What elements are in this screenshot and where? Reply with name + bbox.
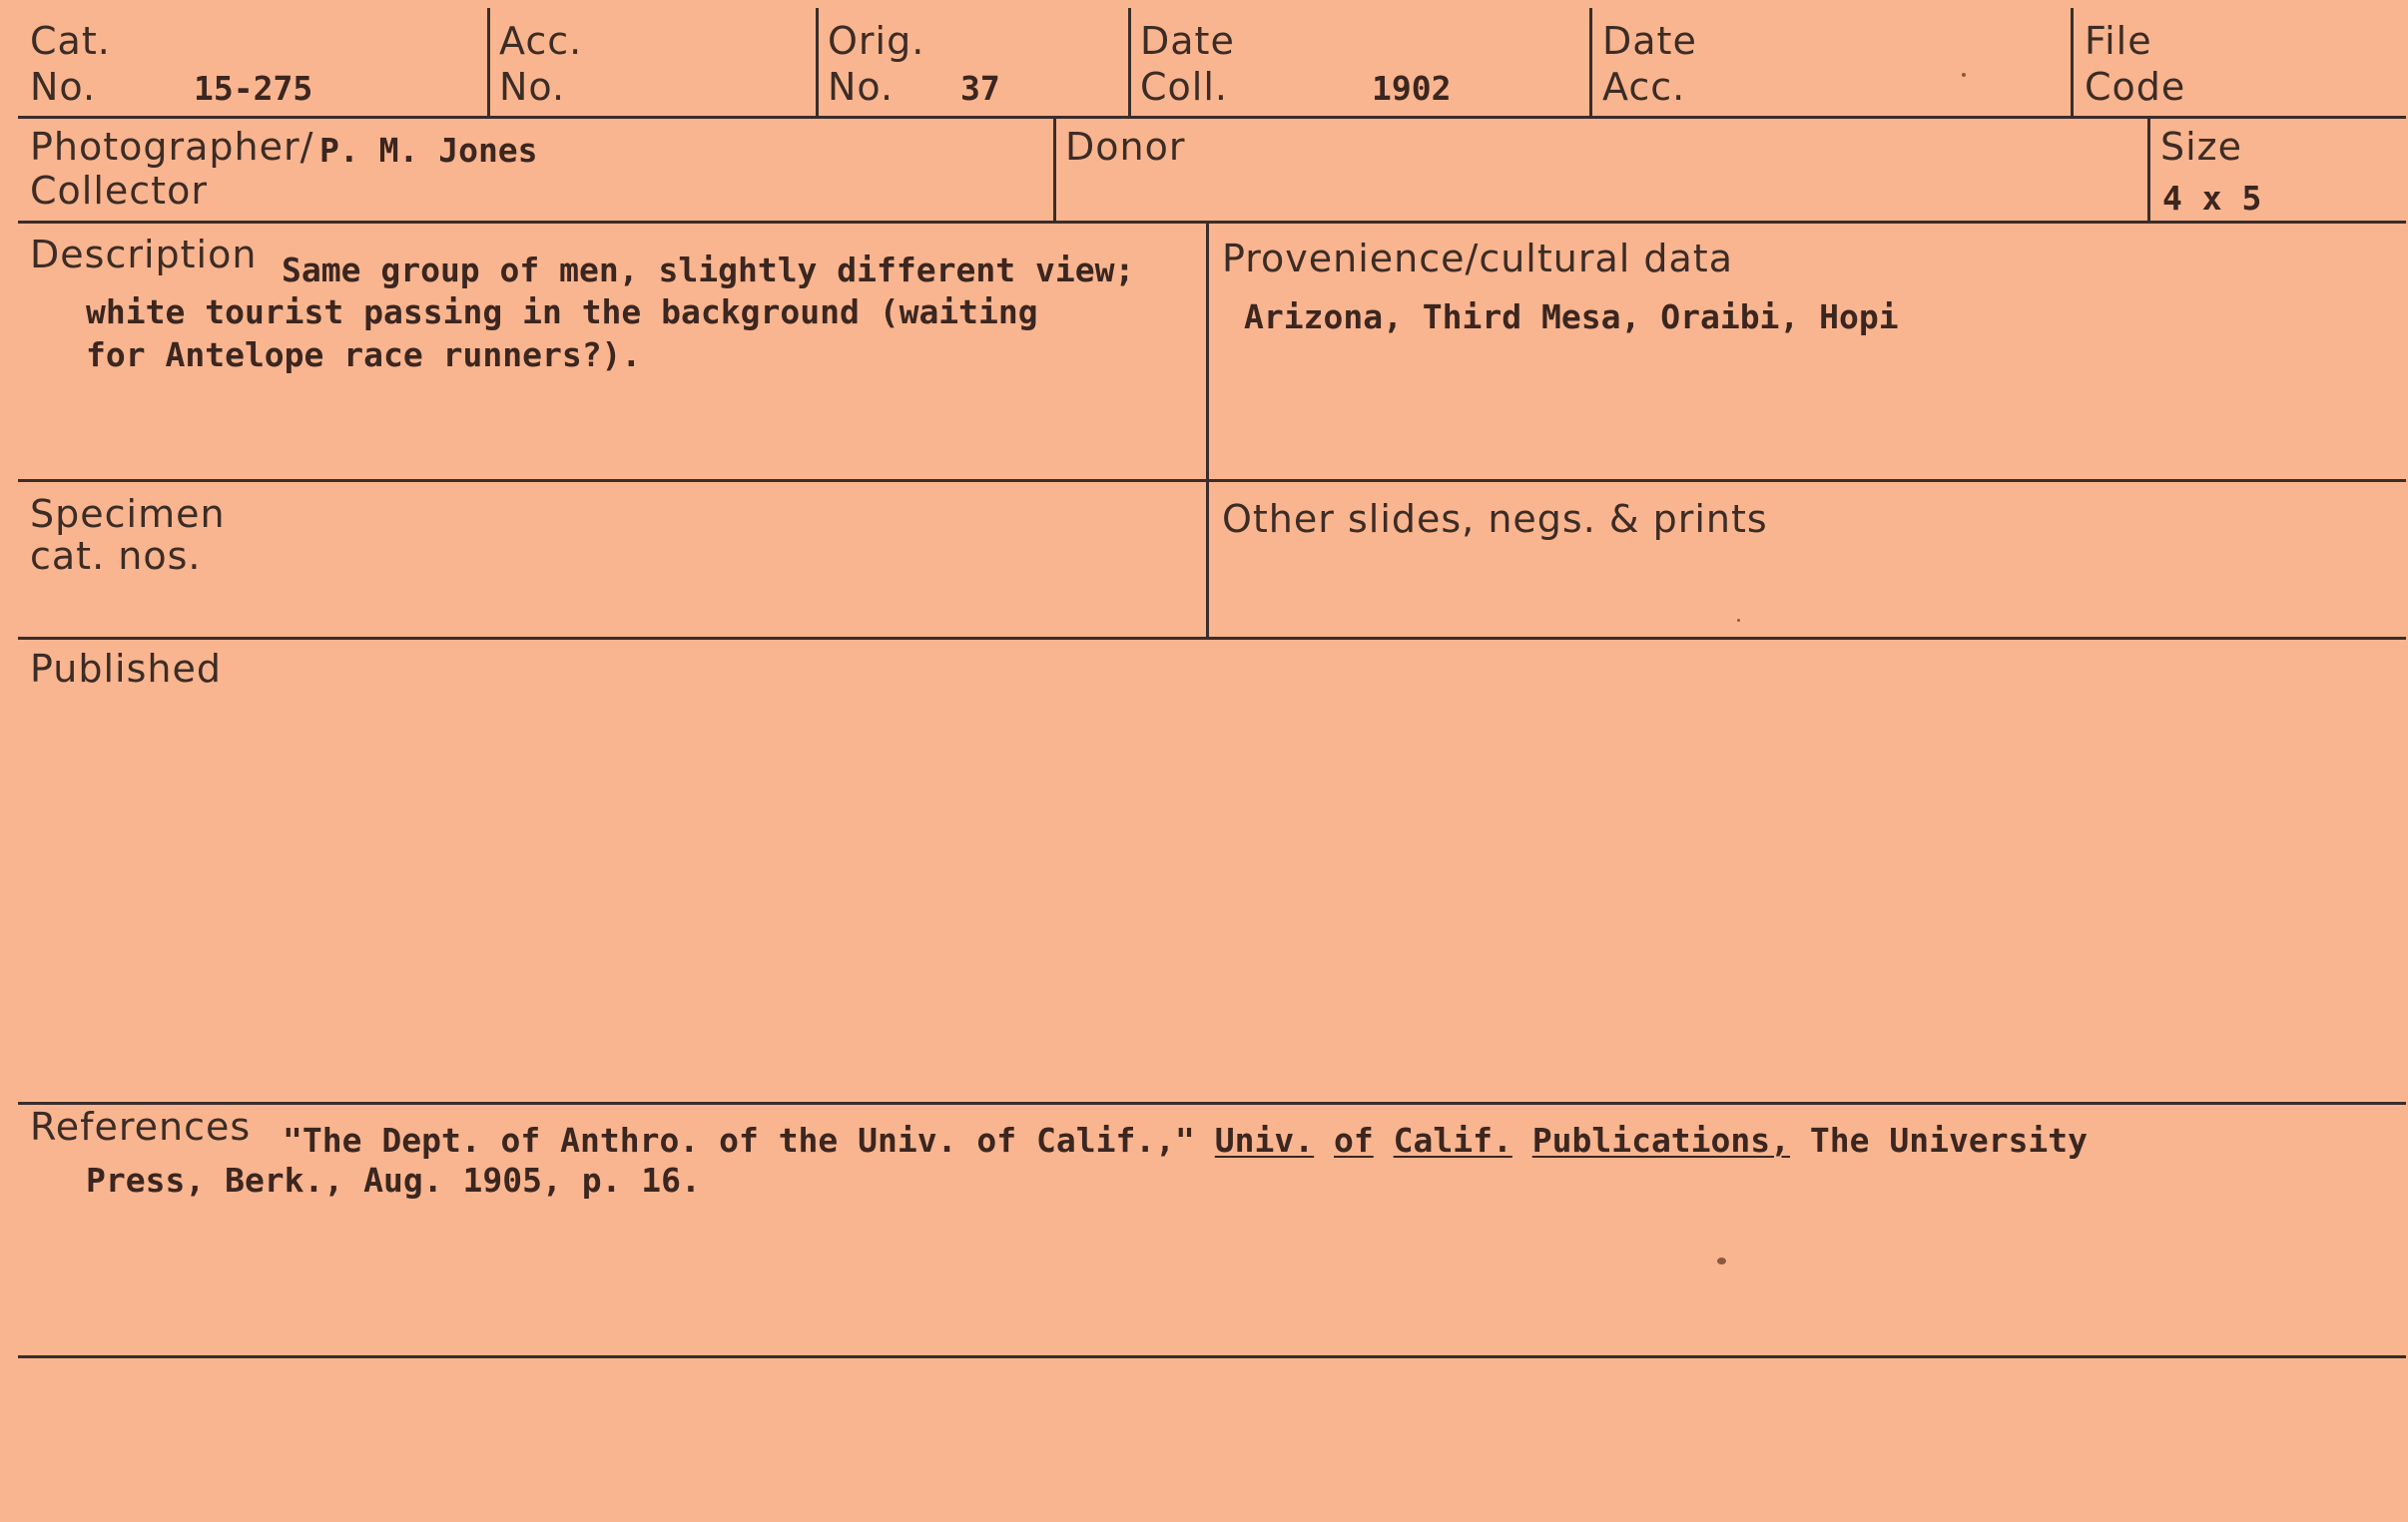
- file-code-label-2: Code: [2085, 65, 2186, 109]
- orig-no-value: 37: [960, 69, 1000, 108]
- description-line-2: white tourist passing in the background (waiting: [86, 292, 1038, 331]
- date-coll-label-1: Date: [1140, 19, 1235, 63]
- references-underline-calif: Calif.: [1393, 1121, 1512, 1160]
- specimen-label-2: cat. nos.: [30, 534, 202, 578]
- size-value: 4 x 5: [2162, 179, 2262, 218]
- photographer-label-1: Photographer/: [30, 125, 314, 169]
- provenience-label: Provenience/cultural data: [1222, 237, 1733, 280]
- date-coll-value: 1902: [1372, 69, 1452, 108]
- references-underline-univ: Univ.: [1214, 1121, 1315, 1160]
- references-line-2: Press, Berk., Aug. 1905, p. 16.: [86, 1161, 701, 1200]
- date-acc-label-2: Acc.: [1602, 65, 1686, 109]
- rule-v-orig-date: [1128, 8, 1131, 118]
- other-slides-label: Other slides, negs. & prints: [1222, 497, 1768, 541]
- description-line-3: for Antelope race runners?).: [86, 335, 642, 374]
- acc-no-label-1: Acc.: [499, 19, 583, 63]
- orig-no-label-2: No.: [828, 65, 895, 109]
- rule-v-dateacc-file: [2071, 8, 2074, 118]
- cat-no-value: 15-275: [194, 69, 313, 108]
- size-label: Size: [2160, 125, 2243, 169]
- cat-no-label-2: No.: [30, 65, 97, 109]
- references-underline-of: of: [1334, 1121, 1374, 1160]
- rule-row6-bottom: [18, 1355, 2406, 1358]
- orig-no-label-1: Orig.: [828, 19, 925, 63]
- references-underline-publications: Publications,: [1531, 1121, 1791, 1160]
- references-label: References: [30, 1105, 252, 1149]
- description-line-1: Same group of men, slightly different view;: [282, 251, 1135, 289]
- published-label: Published: [30, 647, 222, 691]
- card-speck: [1962, 73, 1966, 77]
- card-speck: [1717, 1258, 1726, 1265]
- card-speck: [1737, 619, 1740, 622]
- cat-no-label-1: Cat.: [30, 19, 111, 63]
- rule-v-donor-size: [2147, 118, 2150, 223]
- references-line-1: [283, 1120, 2088, 1162]
- rule-row3-bottom: [18, 479, 2406, 482]
- photographer-label-2: Collector: [30, 169, 208, 213]
- rule-v-description-provenience: [1206, 223, 1209, 639]
- rule-v-date-dateacc: [1589, 8, 1592, 118]
- rule-row2-bottom: [18, 221, 2406, 224]
- rule-v-cat-acc: [487, 8, 490, 118]
- references-tail: The University: [1809, 1121, 2089, 1160]
- rule-row1-bottom: [18, 116, 2406, 119]
- rule-v-photographer-donor: [1053, 118, 1056, 223]
- acc-no-label-2: No.: [499, 65, 566, 109]
- date-acc-label-1: Date: [1602, 19, 1697, 63]
- specimen-label-1: Specimen: [30, 492, 226, 536]
- rule-row4-bottom: [18, 637, 2406, 640]
- photographer-value: P. M. Jones: [319, 131, 538, 170]
- date-coll-label-2: Coll.: [1140, 65, 1228, 109]
- rule-row5-bottom: [18, 1102, 2406, 1105]
- rule-v-acc-orig: [816, 8, 819, 118]
- references-quote: "The Dept. of Anthro. of the Univ. of Calif.,": [283, 1121, 1195, 1160]
- file-code-label-1: File: [2085, 19, 2152, 63]
- donor-label: Donor: [1065, 125, 1186, 169]
- provenience-value: Arizona, Third Mesa, Oraibi, Hopi: [1244, 297, 1899, 336]
- description-label: Description: [30, 233, 258, 276]
